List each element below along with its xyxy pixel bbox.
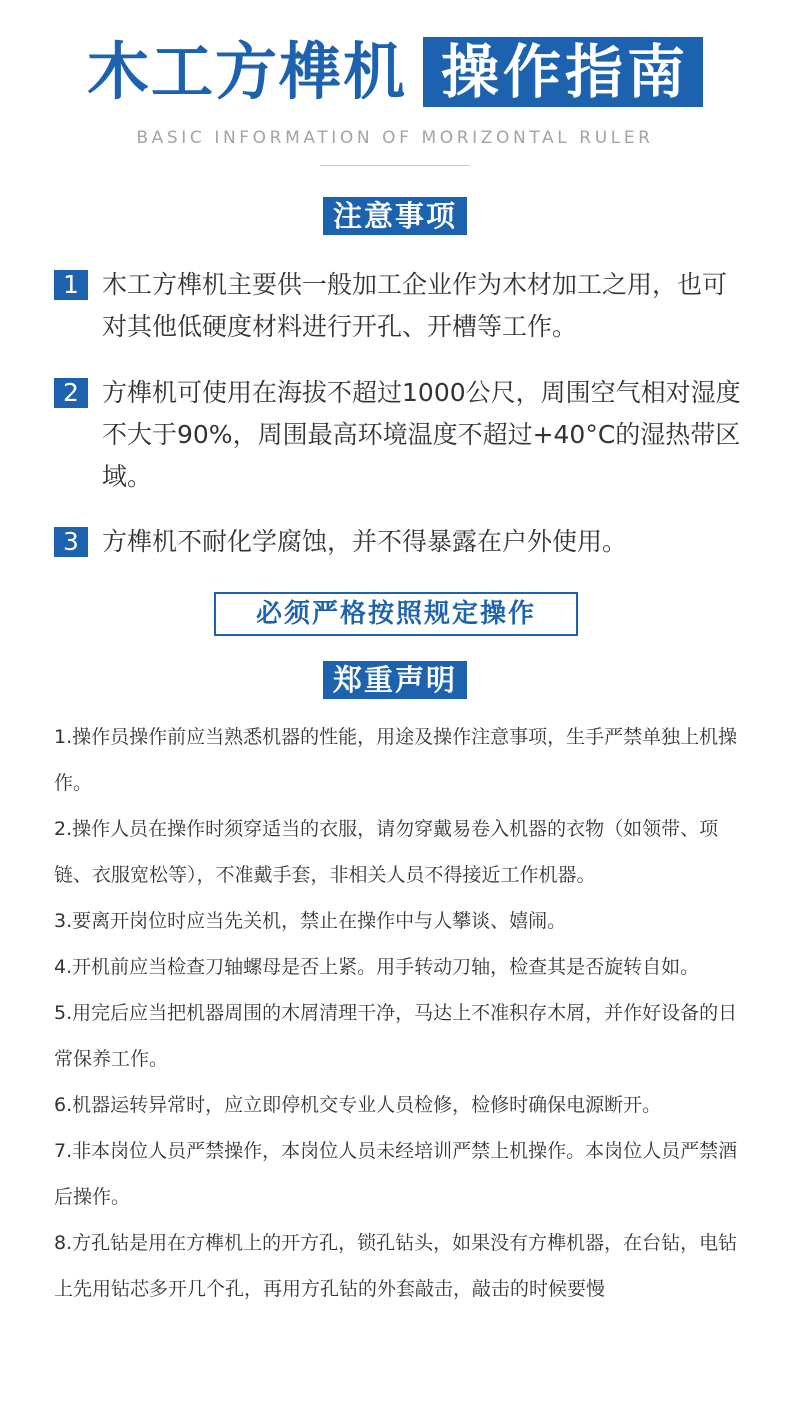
number-badge: 1 (54, 270, 88, 300)
statement-list (54, 714, 744, 1312)
page-title (0, 30, 790, 114)
strict-operation-notice: 必须严格按照规定操作 (214, 592, 578, 636)
statement-item: 5.用完后应当把机器周围的木屑清理干净，马达上不准积存木屑，并作好设备的日常保养工作。 (54, 1002, 738, 1070)
notice-text: 木工方榫机主要供一般加工企业作为木材加工之用，也可对其他低硬度材料进行开孔、开槽等工作。 (102, 270, 728, 341)
notice-item (54, 372, 754, 498)
notice-heading: 注意事项 (323, 197, 467, 235)
notice-item (54, 264, 754, 348)
divider (320, 165, 470, 166)
title-main: 木工方榫机 (86, 35, 407, 108)
notice-text: 方榫机可使用在海拔不超过1000公尺，周围空气相对湿度不大于90%，周围最高环境温度不超过+40°C的湿热带区域。 (102, 378, 741, 491)
notice-text: 方榫机不耐化学腐蚀，并不得暴露在户外使用。 (102, 527, 628, 556)
statement-item: 3.要离开岗位时应当先关机，禁止在操作中与人攀谈、嬉闹。 (54, 910, 567, 932)
statement-heading: 郑重声明 (323, 661, 467, 699)
notice-item (54, 521, 754, 563)
statement-item: 1.操作员操作前应当熟悉机器的性能，用途及操作注意事项，生手严禁单独上机操作。 (54, 726, 738, 794)
subtitle: BASIC INFORMATION OF MORIZONTAL RULER (136, 128, 654, 148)
statement-item: 4.开机前应当检查刀轴螺母是否上紧。用手转动刀轴，检查其是否旋转自如。 (54, 956, 700, 978)
statement-item: 2.操作人员在操作时须穿适当的衣服，请勿穿戴易卷入机器的衣物（如领带、项链、衣服宽松等），不准戴手套，非相关人员不得接近工作机器。 (54, 818, 719, 886)
number-badge: 2 (54, 378, 88, 408)
statement-item: 8.方孔钻是用在方榫机上的开方孔，锁孔钻头，如果没有方榫机器，在台钻，电钻上先用钻芯多开几个孔，再用方孔钻的外套敲击，敲击的时候要慢 (54, 1232, 738, 1300)
statement-item: 6.机器运转异常时，应立即停机交专业人员检修，检修时确保电源断开。 (54, 1094, 662, 1116)
statement-item: 7.非本岗位人员严禁操作，本岗位人员未经培训严禁上机操作。本岗位人员严禁酒后操作。 (54, 1140, 738, 1208)
title-box: 操作指南 (423, 37, 703, 107)
number-badge: 3 (54, 527, 88, 557)
